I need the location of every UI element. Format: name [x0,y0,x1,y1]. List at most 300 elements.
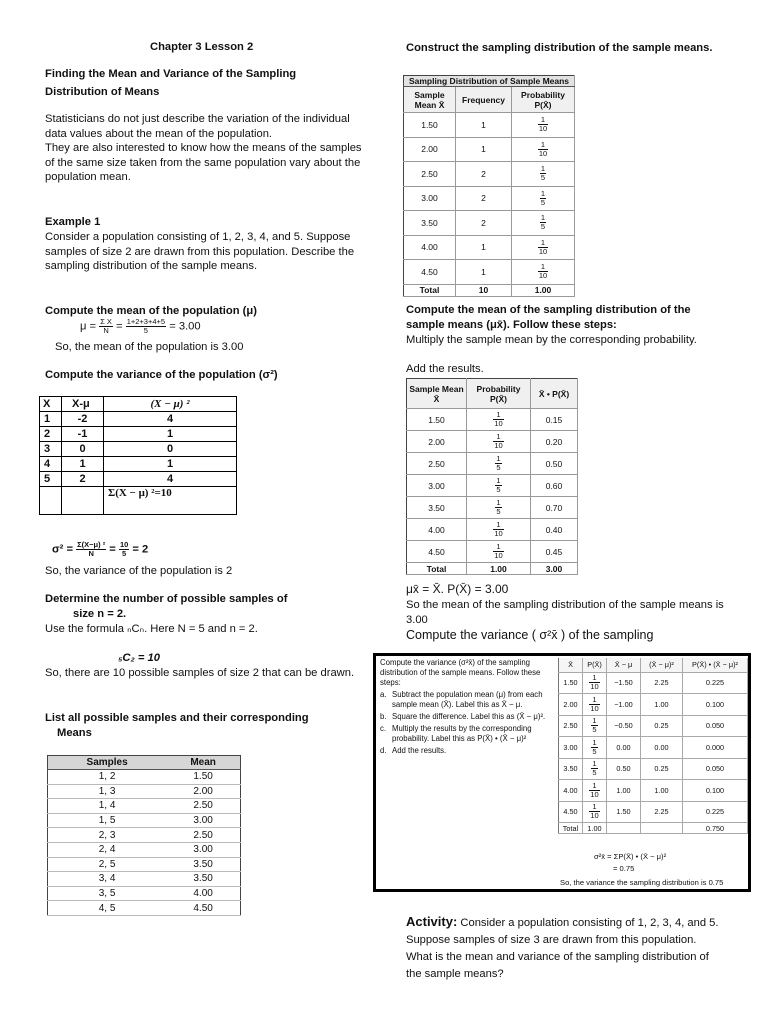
table-row [48,828,241,843]
table-row [407,541,578,563]
table-header-row [40,397,237,412]
probability-cell [467,475,531,497]
total-cell: 1.00 [512,284,575,296]
step-text: Add the results. [392,746,447,755]
samples-table [47,755,241,916]
mean-cell: 2.00 [166,784,240,799]
square-cell: 1.00 [641,780,683,802]
intro-paragraph [45,112,365,185]
probability-cell [512,162,575,187]
table-cell: 1 [104,457,237,472]
frequency-cell: 2 [456,186,512,211]
frac-den: 10 [590,682,599,692]
frac-num: 1 [540,188,546,198]
frac-num: 1 [538,239,548,248]
section-heading [45,67,375,99]
product-cell: 0.70 [531,497,578,519]
probability-cell [467,519,531,541]
table-row [407,431,578,453]
frac-den: 5 [143,326,148,335]
table-cell: 0 [104,442,237,457]
frac-den: 10 [538,246,548,256]
col-header: Sample Mean X̄ [404,87,456,113]
fraction [589,674,599,691]
total-cell: 3.00 [531,563,578,575]
variance-box-title: Compute the variance (σ²x̄) of the sampling distribution of the sample means. Follow these steps: [380,658,541,687]
total-row [404,284,575,296]
sample-cell: 1, 5 [48,813,167,828]
fraction [591,739,597,756]
table-row [404,211,575,236]
frequency-cell: 1 [456,113,512,138]
variance-conclusion: So, the variance of the population is 2 [45,565,233,577]
table-row [407,475,578,497]
table-row [48,872,241,887]
frac-den: 10 [538,148,548,158]
step-text: Square the difference. Label this as (X̄ − μ)². [392,712,546,721]
probability-cell [583,780,607,802]
frac-num: 1+2+3+4+5 [126,317,166,326]
frequency-cell: 1 [456,137,512,162]
probability-cell [583,672,607,694]
table-row [407,409,578,431]
frac-den: 5 [496,463,501,472]
mean-frac-2 [126,318,166,335]
x-cell: 2.50 [559,715,583,737]
total-cell: 1.00 [467,563,531,575]
probability-cell [583,758,607,780]
col-header: Mean [166,756,240,770]
frac-den: 5 [540,197,546,207]
frac-num: 1 [496,476,501,485]
heading-line: List all possible samples and their corresponding [45,712,309,724]
frac-den: N [103,326,109,335]
fraction [495,477,501,494]
mean-cell: 3.50 [166,872,240,887]
frac-num: 1 [538,141,548,150]
total-cell: Total [407,563,467,575]
diff-cell: 0.00 [607,737,641,759]
table-row [407,453,578,475]
frac-num: 1 [540,213,546,223]
step-key: d. [380,746,387,755]
mean-cell: 2.50 [407,453,467,475]
mu-conclusion: So the mean of the sampling distribution of the sample means is 3.00 [406,599,724,626]
table-row [48,799,241,814]
product-cell: 0.050 [683,758,748,780]
frac-num: 1 [496,454,501,463]
table-header-row [48,756,241,770]
fraction [540,190,546,207]
table-cell: 1 [104,427,237,442]
fraction [538,141,548,158]
var-lhs: σ² = [52,543,74,556]
variance-step [380,746,552,756]
table-row [559,758,748,780]
table-row [559,780,748,802]
total-row [407,563,578,575]
diff-cell: −0.50 [607,715,641,737]
variance-box [373,653,751,892]
frac-den: 5 [496,507,501,516]
probability-cell [583,694,607,716]
table-row [40,457,237,472]
frac-den: 10 [494,419,503,428]
mean-dist-heading: Compute the mean of the sampling distribution of the sample means (μx̄). Follow these steps: [406,304,691,331]
variance-step [380,712,552,722]
mean-cell: 4.50 [166,901,240,916]
table-cell [40,487,62,515]
table-sum-row [40,487,237,515]
variance-step [380,724,552,744]
diff-cell: 0.50 [607,758,641,780]
fraction [538,263,548,280]
table-row [404,235,575,260]
diff-cell: −1.00 [607,694,641,716]
probability-cell [467,409,531,431]
x-cell: 1.50 [559,672,583,694]
sample-cell: 2, 4 [48,842,167,857]
population-table [39,396,237,515]
section-heading-line1: Finding the Mean and Variance of the Sampling [45,68,297,80]
sample-cell: 1, 3 [48,784,167,799]
frac-num: 10 [119,540,129,549]
mean-formula: μ = $\frac{\text{Σ X}}{N}$ = $\frac{1+2+3+4+5}{5}$ = 3.00 [80,317,201,335]
product-cell: 0.40 [531,519,578,541]
mean-cell: 3.50 [166,857,240,872]
step-key: b. [380,712,387,721]
frac-num: 1 [592,759,597,769]
frac-num: 1 [493,521,503,530]
frac-den: 5 [592,746,597,756]
mean-cell: 1.50 [166,770,240,785]
col-header: Sample Mean X̄ [407,379,467,409]
probability-cell [583,737,607,759]
product-cell: 0.000 [683,737,748,759]
step-key: c. [380,724,387,733]
mean-cell: 3.00 [166,842,240,857]
activity [406,913,724,983]
table-cell: 4 [40,457,62,472]
frac-den: 10 [590,811,599,821]
x-cell: 3.50 [559,758,583,780]
heading-line: Determine the number of possible samples of [45,593,288,605]
frac-den: 10 [590,789,599,799]
mean-cell: 3.50 [407,497,467,519]
variance-intro: Compute the variance ( σ²x̄ ) of the sampling [406,628,654,642]
fraction [589,696,599,713]
total-cell: Total [404,284,456,296]
product-cell: 0.50 [531,453,578,475]
mean-cell: 4.50 [407,541,467,563]
table-row [559,672,748,694]
step-1: Multiply the sample mean by the corresponding probability. [406,334,697,346]
var-result: = 2 [132,543,149,556]
step-2: Add the results. [406,363,484,375]
mu-result: μx̄ = X̄. P(X̄) = 3.00 [406,582,509,596]
probability-cell [512,137,575,162]
table-cell [62,487,104,515]
construct-heading: Construct the sampling distribution of the sample means. [406,42,713,54]
mean-cell: 3.00 [166,813,240,828]
frac-num: 1 [493,433,503,442]
table-row [404,162,575,187]
variance-step [380,690,552,710]
table-cell: 3 [40,442,62,457]
table-row [404,137,575,162]
activity-text: Consider a population consisting of 1, 2, 3, 4, and 5. Suppose samples of size 3 are drawn from this population. What is the mean and variance of the sampling distribution of the sample means? [406,917,719,980]
square-cell: 0.25 [641,758,683,780]
col-header: X̄ • P(X̄) [531,379,578,409]
frac-den: 10 [494,441,503,450]
fraction [493,433,503,450]
frac-num: 1 [538,263,548,272]
table-header-row [407,379,578,409]
fraction [540,214,546,231]
mean-cell: 4.50 [404,260,456,285]
intro-para-2: They are also interested to know how the means of the samples of the same size taken from the same population vary about the population mean. [45,142,362,183]
product-cell: 0.20 [531,431,578,453]
total-row [559,823,748,834]
total-cell [641,823,683,834]
fraction [493,543,503,560]
table-cell: 2 [62,472,104,487]
mean-cell: 1.50 [407,409,467,431]
fraction [589,803,599,820]
frac-den: 5 [592,768,597,778]
intro-para-1: Statisticians do not just describe the variation of the individual data values about the mean of the population. [45,113,350,140]
table-row [407,519,578,541]
total-cell [607,823,641,834]
table-cell: 5 [40,472,62,487]
probability-cell [467,453,531,475]
col-header: X [40,397,62,412]
variance-formula: σ²x̄ = ΣP(X̄) • (X̄ − μ)² [594,852,667,861]
product-table [406,378,578,575]
table-row [48,813,241,828]
table-cell: 1 [62,457,104,472]
probability-cell [512,260,575,285]
frac-num: 1 [589,782,599,791]
table-row [559,801,748,823]
table-header-row [404,87,575,113]
table-cell: 4 [104,472,237,487]
product-cell: 0.45 [531,541,578,563]
frac-den: 5 [122,549,127,558]
example-title: Example 1 [45,216,101,228]
mean-cell: 3.50 [404,211,456,236]
frac-den: 5 [540,173,546,183]
probability-cell [583,715,607,737]
frac-num: 1 [538,116,548,125]
table-row [48,857,241,872]
probability-cell [512,113,575,138]
col-header: (X̄ − μ)² [641,658,683,672]
mean-cell: 3.00 [404,186,456,211]
table-row [40,472,237,487]
section-heading-line2: Distribution of Means [45,85,160,98]
frac-num: 1 [589,803,599,812]
step-key: a. [380,690,387,699]
frac-num: 1 [493,543,503,552]
diff-cell: 1.50 [607,801,641,823]
frequency-cell: 1 [456,235,512,260]
table-row [48,842,241,857]
formula-text: Use the formula ₙCₙ. Here N = 5 and n = 2. [45,623,258,635]
mean-cell: 3.00 [407,475,467,497]
mean-cell: 2.50 [166,828,240,843]
frac-den: N [88,549,94,558]
sampling-distribution-table [403,75,575,297]
table-row [40,427,237,442]
mean-cell: 2.50 [404,162,456,187]
col-header: Frequency [456,87,512,113]
table-row [404,186,575,211]
fraction [589,782,599,799]
frac-num: Σ X [100,317,112,326]
probability-cell [512,235,575,260]
total-cell: 0.750 [683,823,748,834]
square-cell: 0.25 [641,715,683,737]
step-text: Subtract the population mean (μ) from each sample mean (X̄). Label this as X̄ − μ. [392,690,543,709]
frac-num: 1 [493,411,503,420]
mean-conclusion: So, the mean of the population is 3.00 [55,341,244,353]
total-cell: 10 [456,284,512,296]
probability-cell [512,211,575,236]
frac-num: Σ(X−μ) ² [77,540,106,549]
variance-table [558,658,748,834]
frac-den: 10 [538,271,548,281]
square-cell: 1.00 [641,694,683,716]
table-row [40,442,237,457]
variance-formula: σ² = $\frac{\text{Σ(X−μ) ²}}{N}$ = $\frac{10}{5}$ = 2 [52,540,149,558]
fraction [538,239,548,256]
sample-cell: 2, 5 [48,857,167,872]
fraction [591,760,597,777]
probability-cell [467,541,531,563]
table-row [407,497,578,519]
combination-conclusion: So, there are 10 possible samples of size 2 that can be drawn. [45,667,355,679]
example-text: Consider a population consisting of 1, 2, 3, 4, and 5. Suppose samples of size 2 are drawn from this population. Describe the sampling distribution of the sample means. [45,231,355,272]
col-header: P(X̄) [583,658,607,672]
variance-box-conclusion: So, the variance the sampling distribution is 0.75 [560,878,724,887]
col-header: (X − μ) ² [104,397,237,412]
frac-den: 10 [494,529,503,538]
sample-cell: 3, 4 [48,872,167,887]
sample-cell: 1, 4 [48,799,167,814]
fraction [493,411,503,428]
chapter-title: Chapter 3 Lesson 2 [150,41,254,53]
frac-num: 1 [589,674,599,683]
variance-steps [380,658,552,756]
col-header: P(X̄) • (X̄ − μ)² [683,658,748,672]
table-row [48,784,241,799]
mean-lhs: μ = [80,320,97,333]
frac-den: 5 [592,725,597,735]
frequency-cell: 1 [456,260,512,285]
mean-result: = 3.00 [169,320,201,333]
product-cell: 0.15 [531,409,578,431]
frac-den: 10 [494,551,503,560]
frequency-cell: 2 [456,162,512,187]
table-row [559,694,748,716]
mean-cell: 2.00 [404,137,456,162]
x-cell: 2.00 [559,694,583,716]
combination-result: ₅C₂ = 10 [118,652,160,664]
activity-label: Activity: [406,914,458,929]
col-header: Probability P(X̄) [512,87,575,113]
square-cell: 0.00 [641,737,683,759]
col-header: Samples [48,756,167,770]
product-cell: 0.050 [683,715,748,737]
fraction [493,521,503,538]
frac-den: 10 [590,703,599,713]
frequency-cell: 2 [456,211,512,236]
probability-cell [467,497,531,519]
heading-line: size n = 2. [73,607,127,620]
square-cell: 2.25 [641,801,683,823]
table-row [48,770,241,785]
sum-cell: Σ(X − μ) ²=10 [104,487,237,515]
col-header: X-μ [62,397,104,412]
probability-cell [467,431,531,453]
var-frac-2 [119,541,129,558]
table-cell: 0 [62,442,104,457]
frac-num: 1 [496,498,501,507]
sample-cell: 1, 2 [48,770,167,785]
table-cell: 1 [40,412,62,427]
frac-num: 1 [592,716,597,726]
probability-cell [512,186,575,211]
diff-cell: −1.50 [607,672,641,694]
variance-heading: Compute the variance of the population (σ²) [45,369,278,381]
mean-cell: 1.50 [404,113,456,138]
fraction [495,455,501,472]
step-text: Multiply the results by the corresponding probability. Label this as P(X̄) • (X̄ − μ)² [392,724,532,743]
table-cell: -1 [62,427,104,442]
diff-cell: 1.00 [607,780,641,802]
table-caption: Sampling Distribution of Sample Means [404,76,575,87]
sample-cell: 3, 5 [48,886,167,901]
list-heading [45,711,365,740]
fraction [495,499,501,516]
heading-line: Means [57,726,92,739]
x-cell: 4.50 [559,801,583,823]
table-row [404,260,575,285]
frac-den: 10 [538,124,548,134]
frac-num: 1 [589,696,599,705]
product-cell: 0.225 [683,801,748,823]
mean-cell: 4.00 [166,886,240,901]
caption-row [404,76,575,87]
frac-num: 1 [592,737,597,747]
num-samples-heading [45,592,365,621]
mean-heading: Compute the mean of the population (μ) [45,305,257,317]
square-cell: 2.25 [641,672,683,694]
col-header: X̄ [559,658,583,672]
frac-den: 5 [496,485,501,494]
mean-cell: 4.00 [404,235,456,260]
frac-num: 1 [540,164,546,174]
mean-cell: 2.00 [407,431,467,453]
fraction [538,116,548,133]
mean-frac-1 [99,318,113,335]
probability-cell [583,801,607,823]
product-cell: 0.100 [683,780,748,802]
table-row [559,715,748,737]
mean-cell: 2.50 [166,799,240,814]
variance-formula-result: = 0.75 [613,864,635,873]
